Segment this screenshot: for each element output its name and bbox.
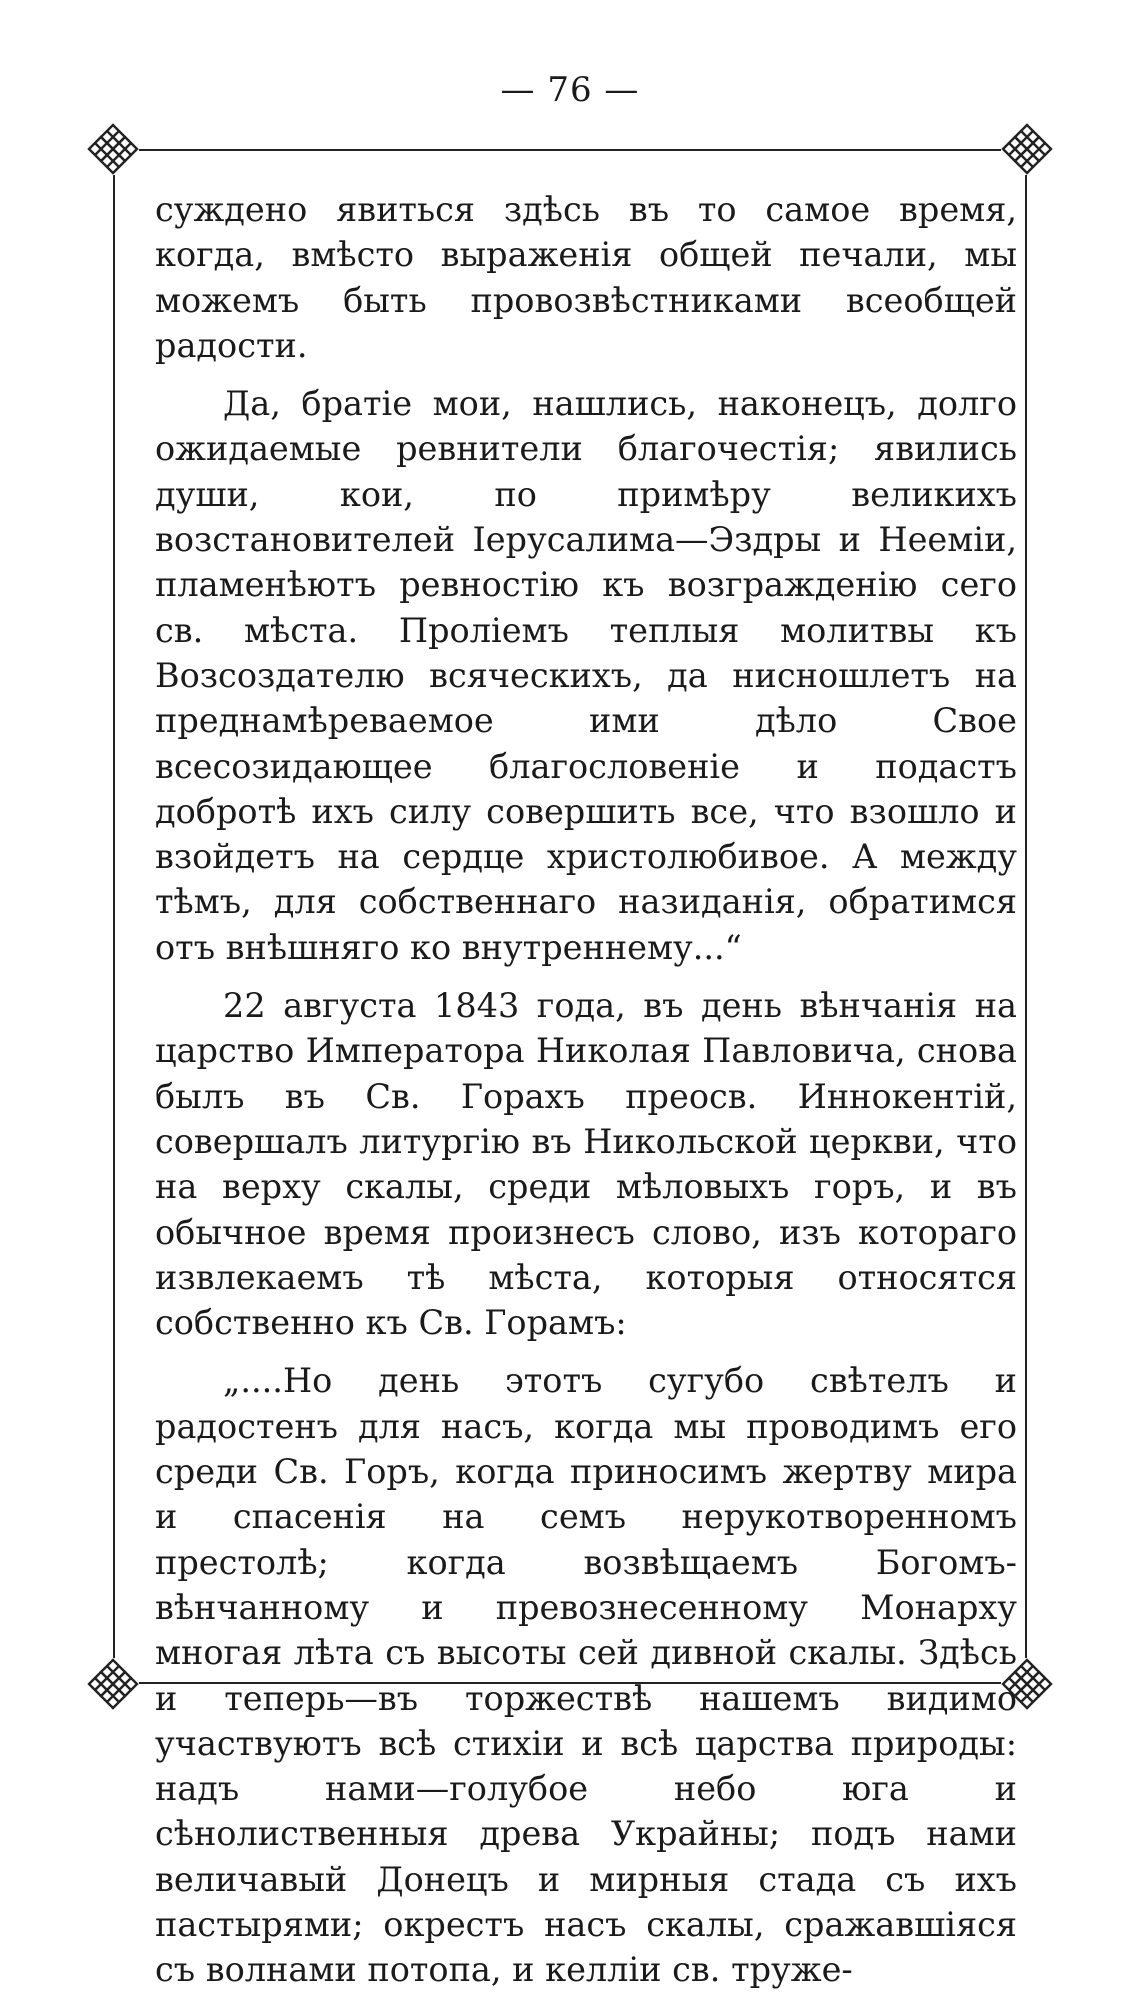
corner-ornament-icon [81,117,145,181]
body-text [155,187,1017,1993]
quoted-paragraph: „....Но день этотъ сугубо свѣтелъ и радостенъ для насъ, когда мы проводимъ его среди Св. Горъ, когда приносимъ жертву мира и спасенія на семъ нерукотворенномъ престолѣ; когда возвѣщаемъ Богомъ-вѣнчанному и превознесенному Монарху многая лѣта съ высоты сей дивной скалы. Здѣсь и теперь—въ торжествѣ нашемъ видимо участвуютъ всѣ стихіи и всѣ царства природы: надъ нами—голубое небо юга и сѣнолиственныя древа Украйны; подъ нами величавый Донецъ и мирныя стада съ ихъ пастырями; окрестъ насъ скалы, сражавшіяся съ волнами потопа, и келліи св. труже- [155,1361,1017,1990]
paragraph: Да, братіе мои, нашлись, наконецъ, долго ожидаемые ревнители благочестія; явились души, кои, по примѣру великихъ возстановителей Іерусалима—Эздры и Неемiи, пламенѣютъ ревностію къ возгражденію сего св. мѣста. Пролiемъ теплыя молитвы къ Возсоздателю всяческихъ, да нисношлетъ на преднамѣреваемое ими дѣло Свое всесозидающее благословеніе и подастъ добротѣ ихъ силу совершить все, что взошло и взойдетъ на сердце христолюбивое. А между тѣмъ, для собственнаго назиданія, обратимся отъ внѣшняго ко внутреннему...“ [155,384,1017,967]
frame-left-rule [113,175,115,1658]
page-number: — 76 — [500,70,640,110]
corner-ornament-icon [81,1652,145,1716]
frame-top-rule [139,149,1001,151]
paragraph-continuation: суждено явиться здѣсь въ то самое время, когда, вмѣсто выраженія общей печали, мы можемъ быть провозвѣстниками всеобщей радости. [155,190,1017,365]
frame-right-rule [1025,175,1027,1658]
paragraph: 22 августа 1843 года, въ день вѣнчанія на царство Императора Николая Павловича, снова былъ въ Св. Горахъ преосв. Иннокентій, совершалъ литургію въ Никольской церкви, что на верху скалы, среди мѣловыхъ горъ, и въ обычное время произнесъ слово, изъ котораго извлекаемъ тѣ мѣста, которыя относятся собственно къ Св. Горамъ: [155,986,1017,1343]
corner-ornament-icon [995,117,1059,181]
